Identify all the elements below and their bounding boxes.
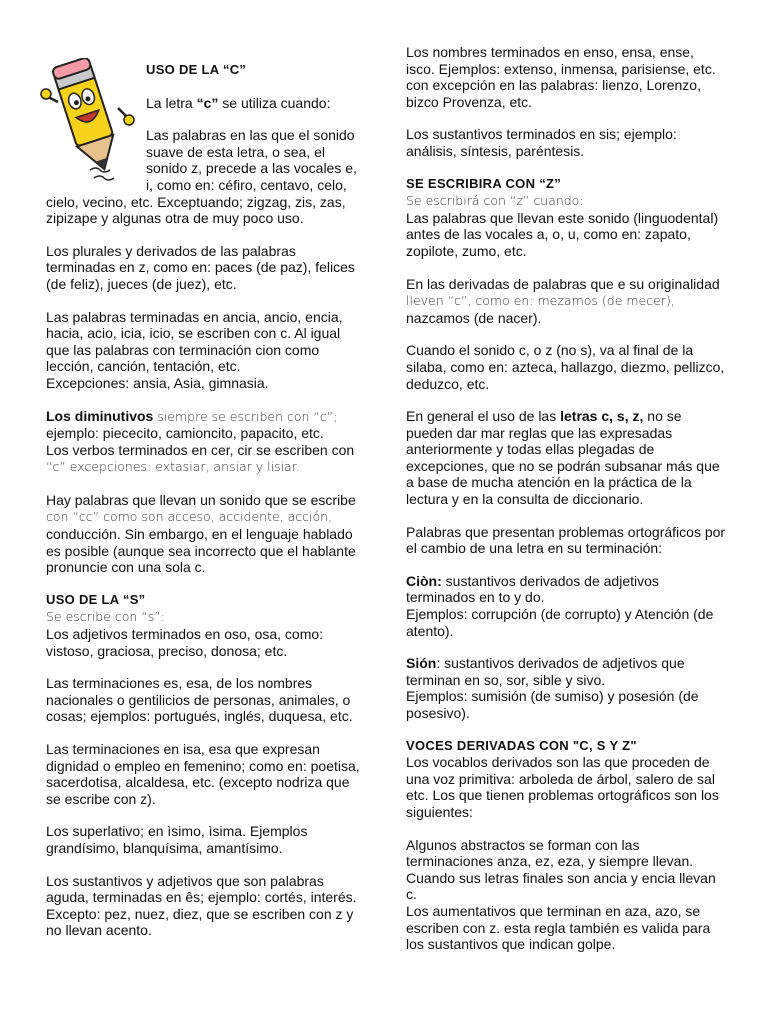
paragraph-cion: [406, 573, 726, 639]
paragraph-v1: Los vocablos derivados son las que proceden de una voz primitiva: arboleda de árbol, salero de sal etc. Los que tienen problemas ortográficos son los siguientes:: [406, 754, 719, 820]
paragraph-v2-v3: [406, 837, 726, 953]
paragraph-z4-bold: letras c, s, z,: [560, 408, 644, 425]
verbos-exceptions: “c” excepciones: extasiar, ansiar y lisiar.: [46, 459, 300, 475]
mascot-space: [46, 62, 146, 190]
paragraph-z3: Cuando el sonido c, o z (no s), va al final de la silaba, como en: azteca, hallazgo, diezmo, pellizco, deduzco, etc.: [406, 342, 725, 392]
paragraph-s1: Los adjetivos terminados en oso, osa, como: vistoso, graciosa, preciso, donosa; etc.: [46, 626, 324, 659]
heading-z: SE ESCRIBIRA CON “Z”: [406, 175, 562, 191]
paragraph-s3: Las terminaciones en isa, esa que expresan dignidad o empleo en femenino; como en: poetisa, sacerdotisa, alcaldesa, etc. (excepto nodriza que se escribe con z).: [46, 741, 360, 807]
paragraph-cc-c: conducción. Sin embargo, en el lenguaje hablado es posible (aunque sea incorrecto que el hablante pronuncie con una sola c.: [46, 526, 356, 576]
s-intro-block: [46, 608, 361, 659]
paragraph-z1: Las palabras que llevan este sonido (linguodental) antes de las vocales a, o, u, como en: zapato, zopilote, zumo, etc.: [406, 209, 719, 259]
sion-rest: : sustantivos derivados de adjetivos que terminan en so, sor, sible y sivo.: [406, 655, 685, 688]
paragraph-z5: Palabras que presentan problemas ortográficos por el cambio de una letra en su terminación:: [406, 523, 726, 557]
paragraph-z2-c: nazcamos (de nacer).: [406, 309, 542, 326]
paragraph-s4: Los superlativo; en ìsimo, ìsima. Ejemplos grandísimo, blanquísima, amantísimo.: [46, 823, 308, 856]
paragraph-diminutivos: [46, 408, 361, 476]
heading-uso-s: USO DE LA “S”: [46, 591, 146, 607]
voces-block: [406, 738, 726, 821]
paragraph-v2: Algunos abstractos se forman con las terminaciones anza, ez, eza, y siempre llevan. Cuando sus letras finales son ancia y encia llevan c.: [406, 836, 716, 903]
paragraph-s5: Los sustantivos y adjetivos que son palabras aguda, terminadas en ês; ejemplo: cortés, interés. Excepto: pez, nuez, diez, que se escriben con z y no llevan acento.: [46, 872, 357, 939]
paragraph-cc: [46, 492, 361, 576]
paragraph-sion: [406, 655, 726, 721]
paragraph-r2: Los sustantivos terminados en sis; ejemplo: análisis, síntesis, paréntesis.: [406, 126, 677, 159]
heading-voces: VOCES DERIVADAS CON "C, S Y Z": [406, 737, 637, 753]
cion-example: Ejemplos: corrupción (de corrupto) y Atención (de atento).: [406, 606, 714, 639]
paragraph-z4-pre: En general el uso de las: [406, 408, 561, 425]
z-intro-block: [406, 192, 726, 259]
paragraph-r1: Los nombres terminados en enso, ensa, ense, isco. Ejemplos: extenso, inmensa, parisiense, etc. con excepción en las palabras: lienzo, Lorenzo, bizco Provenza, etc.: [406, 44, 716, 110]
left-column: [46, 62, 361, 955]
verbos-cer-cir: Los verbos terminados en cer, cir se escriben con: [46, 441, 355, 458]
sion-example: Ejemplos: sumisión (de sumiso) y posesión (de posesivo).: [406, 688, 699, 721]
paragraph-c3-exceptions: Excepciones: ansia, Asia, gimnasia.: [46, 374, 269, 391]
paragraph-z4: [406, 408, 726, 508]
intro-c-pre: La letra: [146, 94, 197, 111]
paragraph-z4-post: no se pueden dar mar reglas que las expresadas anteriormente y todas ellas plegadas de excepciones, que no se podrán subsanar más que a base de mucha atención en la práctica de la lectura y en la consulta de diccionario.: [406, 408, 720, 508]
paragraph-cc-b: con “cc” como son acceso, accidente, acción,: [46, 509, 333, 525]
intro-c-bold: “c”: [196, 94, 219, 111]
cion-rest: sustantivos derivados de adjetivos terminados en to y do.: [406, 572, 659, 606]
right-column: [406, 44, 726, 969]
diminutivos-bold: Los diminutivos: [46, 407, 154, 424]
s-intro: Se escribe con “s”:: [46, 609, 165, 625]
heading-uso-c: USO DE LA “C”: [146, 62, 247, 77]
paragraph-c2: Los plurales y derivados de las palabras terminadas en z, como en: paces (de paz), felices (de feliz), jueces (de juez), etc.: [46, 242, 355, 292]
sion-bold: Sión: [406, 655, 437, 672]
paragraph-z2: [406, 276, 726, 327]
paragraph-c1: Las palabras en las que el sonido suave de esta letra, o sea, el sonido z, precede a las vocales e, i, como en: céfiro, centavo, celo, cielo, vecino, etc. Exceptuando; zigzag, zis, zas, zipizape y algunas otra de muy poco uso.: [46, 127, 357, 227]
diminutivos-example: ejemplo: piececito, camioncito, papacito, etc.: [46, 425, 324, 442]
paragraph-c3-text: Las palabras terminadas en ancia, ancio, encia, hacia, acio, icia, icio, se escriben con c. Al igual que las palabras con terminación cion como lección, canción, tentación, etc.: [46, 308, 343, 375]
paragraph-z2-b: lleven “c”, como en: mezamos (de mecer),: [406, 293, 675, 309]
paragraph-v3: Los aumentativos que terminan en aza, azo, se escriben con z. esta regla también es valida para los sustantivos que indican golpe.: [406, 902, 711, 953]
paragraph-z2-a: En las derivadas de palabras que e su originalidad: [406, 275, 720, 292]
diminutivos-thin: siempre se escriben con “c”;: [153, 408, 338, 424]
paragraph-c3: [46, 309, 361, 392]
paragraph-s2: Las terminaciones es, esa, de los nombres nacionales o gentilicios de personas, animales, o cosas; ejemplos: portugués, inglés, duquesa, etc.: [46, 675, 353, 725]
z-intro: Se escribirá con “z” cuando:: [406, 193, 584, 209]
cion-bold: Ciòn:: [406, 572, 442, 589]
intro-c-post: se utiliza cuando:: [218, 94, 331, 111]
paragraph-cc-a: Hay palabras que llevan un sonido que se escribe: [46, 491, 356, 508]
